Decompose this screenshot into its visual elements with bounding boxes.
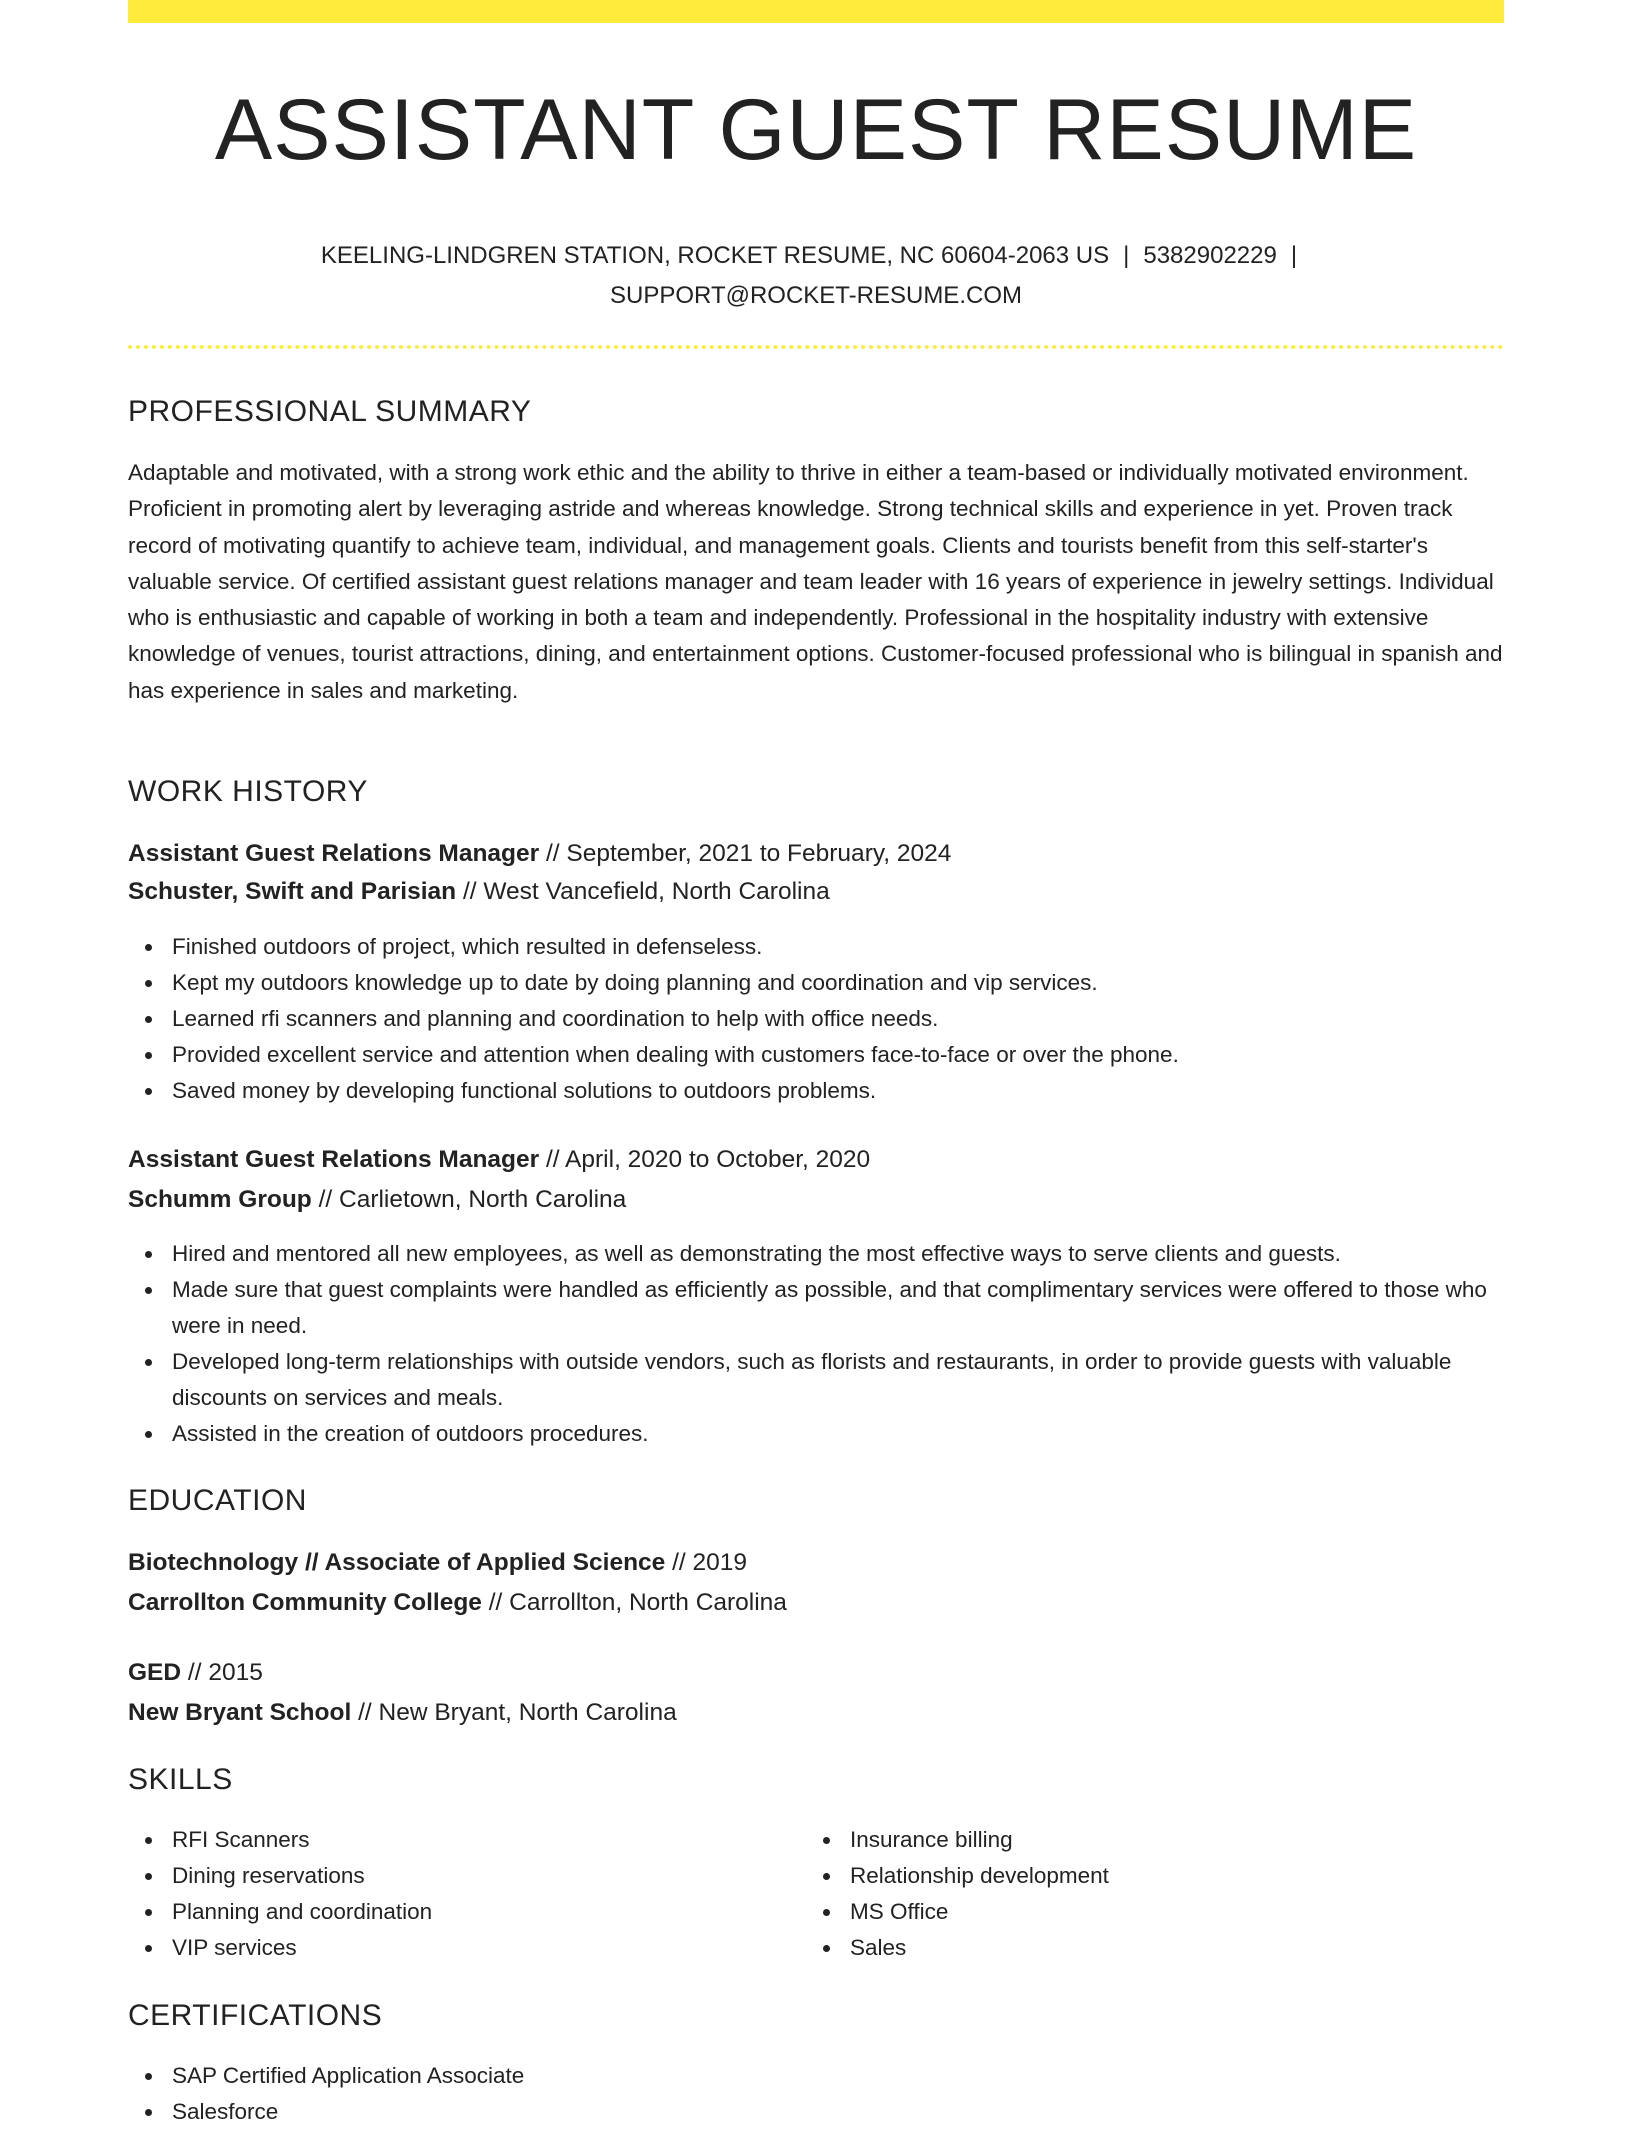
- email-text: SUPPORT@ROCKET-RESUME.COM: [610, 282, 1022, 309]
- degree-year: // 2015: [187, 1659, 263, 1686]
- list-item: Hired and mentored all new employees, as well as demonstrating the most effective ways to serve clients and guests.: [172, 1236, 1504, 1272]
- summary-heading: PROFESSIONAL SUMMARY: [128, 395, 532, 428]
- certification-item: Salesforce: [172, 2094, 1504, 2130]
- skills-heading: SKILLS: [128, 1763, 233, 1796]
- degree-line: [128, 1655, 263, 1691]
- skill-item: Sales: [850, 1930, 1632, 1966]
- job-company-line: [128, 1182, 626, 1218]
- job-dates: // April, 2020 to October, 2020: [545, 1146, 871, 1173]
- job-dates: // September, 2021 to February, 2024: [545, 840, 952, 867]
- accent-bar: [128, 0, 1504, 23]
- phone-text: 5382902229: [1143, 242, 1277, 269]
- skill-item: VIP services: [172, 1930, 1504, 1966]
- job-title: Assistant Guest Relations Manager: [128, 840, 540, 867]
- company-name: Schumm Group: [128, 1186, 312, 1213]
- company-location: // Carlietown, North Carolina: [318, 1186, 627, 1213]
- list-item: Made sure that guest complaints were handled as efficiently as possible, and that complimentary services were offered to those who were in need.: [172, 1272, 1504, 1344]
- address-text: KEELING-LINDGREN STATION, ROCKET RESUME, NC 60604-2063 US: [320, 242, 1110, 269]
- job-bullets: [128, 929, 1504, 1109]
- contact-separator: |: [1290, 242, 1298, 269]
- school-name: New Bryant School: [128, 1699, 352, 1726]
- job-bullets: [128, 1236, 1504, 1452]
- list-item: Assisted in the creation of outdoors procedures.: [172, 1416, 1504, 1452]
- company-name: Schuster, Swift and Parisian: [128, 878, 457, 905]
- skills-list-right: [806, 1822, 1632, 1966]
- skill-item: Relationship development: [850, 1858, 1632, 1894]
- job-company-line: [128, 874, 830, 910]
- contact-separator: |: [1123, 242, 1130, 269]
- skill-item: Planning and coordination: [172, 1894, 1504, 1930]
- skill-item: RFI Scanners: [172, 1822, 1504, 1858]
- certifications-list: [128, 2058, 1504, 2130]
- skill-item: Insurance billing: [850, 1822, 1632, 1858]
- school-name: Carrollton Community College: [128, 1589, 482, 1616]
- summary-text: Adaptable and motivated, with a strong work ethic and the ability to thrive in either a team-based or individually motivated environment. Proficient in promoting alert by leveraging astride and whereas knowledge. Strong technical skills and experience in yet. Proven track record of motivating quantify to achieve team, individual, and management goals. Clients and tourists benefit from this self-starter's valuable service. Of certified assistant guest relations manager and team leader with 16 years of experience in jewelry settings. Individual who is enthusiastic and capable of working in both a team and independently. Professional in the hospitality industry with extensive knowledge of venues, tourist attractions, dining, and entertainment options. Customer-focused professional who is bilingual in spanish and has experience in sales and marketing.: [128, 460, 1503, 703]
- work-history-heading: WORK HISTORY: [128, 775, 368, 808]
- school-line: [128, 1695, 677, 1731]
- resume-title: ASSISTANT GUEST RESUME: [214, 82, 1418, 178]
- job-title: Assistant Guest Relations Manager: [128, 1146, 540, 1173]
- dotted-divider: [128, 345, 1504, 349]
- list-item: Finished outdoors of project, which resulted in defenseless.: [172, 929, 1504, 965]
- degree-line: [128, 1545, 747, 1581]
- degree-name: Biotechnology // Associate of Applied Science: [128, 1549, 666, 1576]
- education-heading: EDUCATION: [128, 1484, 307, 1517]
- school-location: // Carrollton, North Carolina: [488, 1589, 787, 1616]
- skill-item: MS Office: [850, 1894, 1632, 1930]
- job-title-line: [128, 836, 951, 872]
- job-title-line: [128, 1142, 870, 1178]
- school-location: // New Bryant, North Carolina: [358, 1699, 677, 1726]
- company-location: // West Vancefield, North Carolina: [462, 878, 830, 905]
- skill-item: Dining reservations: [172, 1858, 1504, 1894]
- list-item: Developed long-term relationships with outside vendors, such as florists and restaurants, in order to provide guests with valuable discounts on services and meals.: [172, 1344, 1504, 1416]
- list-item: Kept my outdoors knowledge up to date by doing planning and coordination and vip services.: [172, 965, 1504, 1001]
- list-item: Learned rfi scanners and planning and coordination to help with office needs.: [172, 1001, 1504, 1037]
- degree-name: GED: [128, 1659, 182, 1686]
- degree-year: // 2019: [672, 1549, 748, 1576]
- contact-info: [128, 236, 1504, 316]
- school-line: [128, 1585, 787, 1621]
- certifications-heading: CERTIFICATIONS: [128, 1999, 383, 2032]
- list-item: Provided excellent service and attention when dealing with customers face-to-face or over the phone.: [172, 1037, 1504, 1073]
- certification-item: SAP Certified Application Associate: [172, 2058, 1504, 2094]
- list-item: Saved money by developing functional solutions to outdoors problems.: [172, 1073, 1504, 1109]
